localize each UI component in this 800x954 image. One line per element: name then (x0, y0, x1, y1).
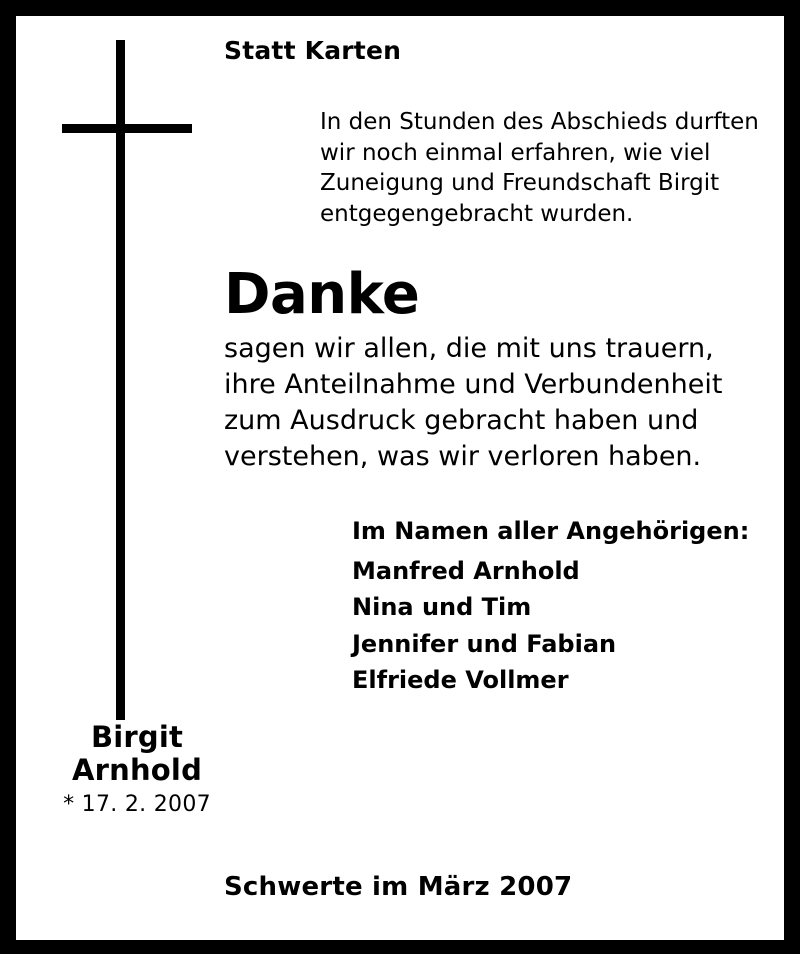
intro-line: wir noch einmal erfahren, wie viel (320, 139, 711, 166)
notice-inner-panel (16, 16, 784, 940)
deceased-first-name: Birgit (90, 720, 184, 754)
cross-horizontal-bar (62, 124, 192, 133)
intro-line: entgegengebracht wurden. (320, 200, 634, 227)
family-name-list (352, 553, 764, 699)
thanks-line: zum Ausdruck gebracht haben und (224, 405, 699, 437)
deceased-last-name: Arnhold (71, 752, 203, 787)
intro-line: In den Stunden des Abschieds durften (320, 109, 759, 135)
thanks-paragraph (224, 331, 764, 475)
thanks-line: verstehen, was wir verloren haben. (224, 441, 702, 473)
list-item: Nina und Tim (352, 593, 532, 622)
place-and-date: Schwerte im März 2007 (224, 872, 573, 902)
list-item: Manfred Arnhold (352, 556, 580, 585)
list-item: Jennifer und Fabian (352, 629, 617, 658)
notice-heading: Statt Karten (224, 36, 402, 65)
list-item: Elfriede Vollmer (352, 666, 569, 695)
family-intro-label: Im Namen aller Angehörigen: (352, 516, 750, 545)
intro-paragraph (320, 107, 764, 229)
christian-cross-icon (62, 40, 192, 730)
intro-line: Zuneigung und Freundschaft Birgit (320, 170, 720, 197)
thanks-line: sagen wir allen, die mit uns trauern, (224, 333, 714, 365)
cross-vertical-bar (116, 40, 125, 720)
deceased-block (42, 721, 232, 817)
thanks-headline: Danke (224, 262, 420, 328)
family-block (352, 517, 764, 699)
notice-content (224, 36, 764, 699)
thanks-line: ihre Anteilnahme und Verbundenheit (224, 369, 723, 401)
deceased-dates: * 17. 2. 2007 (63, 791, 211, 817)
